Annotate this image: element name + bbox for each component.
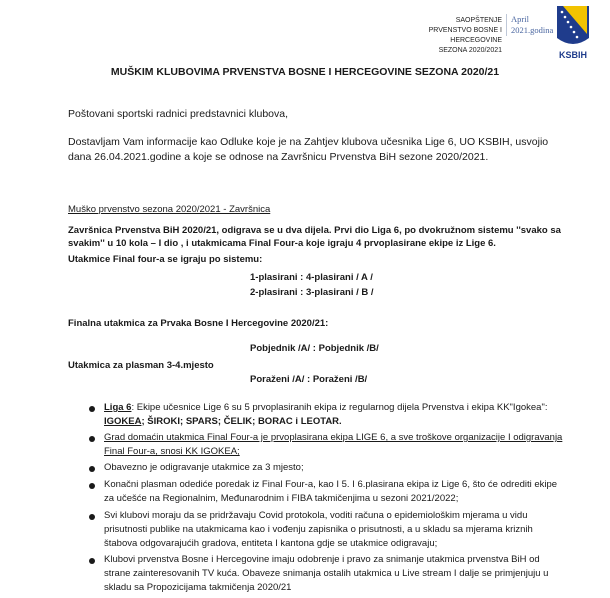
ksbih-logo xyxy=(553,4,593,64)
bullet-dot xyxy=(89,436,95,442)
bullet-host-line-2: Final Four-a, snosi KK IGOKEA; xyxy=(104,446,240,457)
bullet-dot xyxy=(89,483,95,489)
doc-subtitle: PRVENSTVO BOSNE I HERCEGOVINE SEZONA 2020/2021 xyxy=(428,27,502,54)
bullet-third-place: Obavezno je odigravanje utakmice za 3 mjesto; xyxy=(104,462,304,473)
date-year: 2021.godina xyxy=(511,25,554,35)
document-title: MUŠKIM KLUBOVIMA PRVENSTVA BOSNE I HERCEGOVINE SEZONA 2020/21 xyxy=(110,66,500,78)
bullet-tv-line-2: strane zainteresovanih TV kuća. Obaveze snimanja ostalih utakmica u Live stream I dalje se primjenjuju u xyxy=(104,568,549,579)
header-date xyxy=(506,14,555,36)
liga6-text: : Ekipe učesnice Lige 6 su 5 prvoplasiranih ekipa iz regularnog dijela Prvenstva i ekipa KK"Igokea": xyxy=(131,402,548,413)
bullet-covid-line-1: Svi klubovi moraju da se pridržavaju Covid protokola, voditi računa o epidemiološkim mjerama u vidu xyxy=(104,510,528,521)
intro-line-2: dana 26.04.2021.godine a koje se odnose na Završnicu Prvenstva BiH sezone 2020/2021. xyxy=(68,151,489,163)
logo-text: KSBIH xyxy=(558,50,587,60)
section-heading: Muško prvenstvo sezona 2020/2021 - Završnica xyxy=(68,204,271,215)
other-teams: ; ŠIROKI; SPARS; ČELIK; BORAC i LEOTAR. xyxy=(141,416,342,427)
intro-line-1: Dostavljam Vam informacije kao Odluke koje je na Zahtjev klubova učesnika Lige 6, UO KSBIH, usvojio xyxy=(68,136,549,148)
bullet-ranking-line-1: Konačni plasman odediće poredak iz Final Four-a, kao I 5. I 6.plasirana ekipa iz Lige 6, što će odrediti ekipe xyxy=(104,479,558,490)
bullet-dot xyxy=(89,466,95,472)
system-line-1: Završnica Prvenstva BiH 2020/21, odigrava se u dva dijela. Prvi dio Liga 6, po dvokružnom sistemu ''svako sa xyxy=(68,225,561,236)
system-line-2: svakim'' u 10 kola – I dio , i utakmicama Final Four-a koje igraju 4 prvoplasirane ekipe iz Lige 6. xyxy=(68,238,496,249)
bullet-dot xyxy=(89,406,95,412)
pair-b: 2-plasirani : 3-plasirani / B / xyxy=(250,287,374,298)
third-place-heading: Utakmica za plasman 3-4.mjesto xyxy=(68,360,214,371)
third-place-pair: Poraženi /A/ : Poraženi /B/ xyxy=(250,374,368,385)
greeting: Poštovani sportski radnici predstavnici klubova, xyxy=(68,108,289,120)
final-pair: Pobjednik /A/ : Pobjednik /B/ xyxy=(250,343,379,354)
doc-type: SAOPŠTENJE xyxy=(455,17,502,24)
bullet-dot xyxy=(89,558,95,564)
bullet-tv-line-1: Klubovi prvenstva Bosne i Hercegovine imaju odobrenje i pravo za snimanje utakmica prvenstva BiH od xyxy=(104,554,540,565)
final-heading: Finalna utakmica za Prvaka Bosne I Hercegovine 2020/21: xyxy=(68,318,329,329)
bullet-host-line-1: Grad domaćin utakmica Final Four-a je prvoplasirana ekipa LIGE 6, a sve troškove organizacije I odigravanja xyxy=(104,432,563,443)
document-header xyxy=(420,16,502,56)
bullet-dot xyxy=(89,514,95,520)
bullet-covid-line-2: prisutnosti publike na utakmicama kao i vođenju zapisnika o prisutnosti, a u skladu sa mjerama kriznih xyxy=(104,524,533,535)
date-month: April xyxy=(511,14,529,24)
bullet-covid-line-3: štabova odgovarajućih gradova, entiteta I kantona gdje se utakmice odigravaju; xyxy=(104,538,438,549)
bullet-liga6-teams xyxy=(104,415,570,429)
liga6-label: Liga 6 xyxy=(104,402,132,413)
pair-a: 1-plasirani : 4-plasirani / A / xyxy=(250,272,373,283)
igokea-team: IGOKEA xyxy=(104,416,142,427)
bullet-liga6 xyxy=(104,401,570,415)
bullet-tv-line-3: skladu sa Propozicijama takmičenja 2020/21 xyxy=(104,582,292,593)
bullet-ranking-line-2: za učešće na Regionalnim, Međunarodnim i FIBA takmičenjima u sezoni 2021/2022; xyxy=(104,493,459,504)
system-line-3: Utakmice Final four-a se igraju po sistemu: xyxy=(68,254,263,265)
